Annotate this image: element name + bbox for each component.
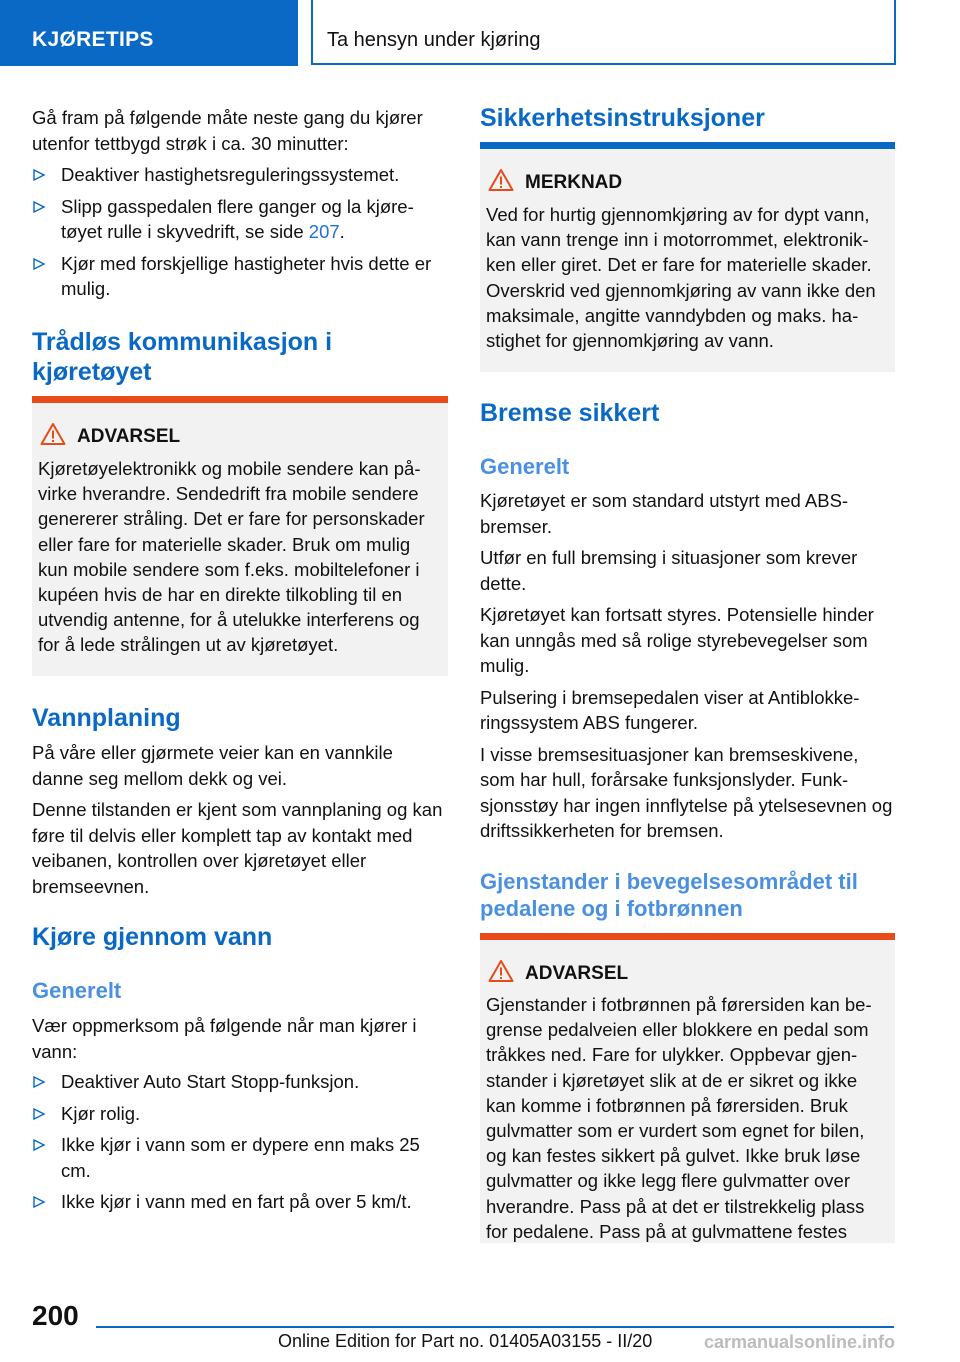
wireless-heading bbox=[32, 327, 448, 387]
list-item-text: Deaktiver Auto Start Stopp-funksjon. bbox=[61, 1071, 360, 1092]
list-item bbox=[32, 1101, 448, 1127]
aquaplaning-paragraph-2: Denne tilstanden er kjent som vannplaning og kan føre til delvis eller komplett tap av kontakt med veibanen, kontrollen over kjøretøyet eller bremseevnen. bbox=[32, 799, 443, 897]
brake-paragraph: Utfør en full bremsing i situasjoner som krever dette. bbox=[480, 547, 858, 594]
intro-paragraph: Gå fram på følgende måte neste gang du kjører utenfor tettbygd strøk i ca. 30 minutter: bbox=[32, 107, 423, 154]
safety-heading: Sikkerhetsinstruksjoner bbox=[480, 104, 765, 132]
brake-paragraph: Kjøretøyet er som standard utstyrt med ABS-bremser. bbox=[480, 490, 849, 537]
header-section-tab bbox=[0, 0, 298, 66]
notice-box bbox=[480, 142, 895, 372]
bullet-triangle-icon bbox=[32, 200, 46, 214]
list-item bbox=[32, 1189, 448, 1215]
list-item-text: Ikke kjør i vann med en fart på over 5 km/t. bbox=[61, 1191, 412, 1212]
list-item-text-end: . bbox=[339, 221, 345, 242]
warning-box-objects bbox=[480, 933, 895, 1243]
brake-paragraph: Pulsering i bremsepedalen viser at Antiblokke-ringssystem ABS fungerer. bbox=[480, 686, 860, 733]
steps-list-2 bbox=[32, 1069, 448, 1215]
water-subheading: Generelt bbox=[32, 978, 122, 1003]
warning-icon bbox=[488, 959, 514, 983]
list-item-text: Deaktiver hastighetsreguleringssystemet. bbox=[61, 164, 400, 185]
steps-list-1 bbox=[32, 162, 448, 302]
bullet-triangle-icon bbox=[32, 1195, 46, 1209]
aquaplaning-paragraph-1: På våre eller gjørmete veier kan en vannkile danne seg mellom dekk og vei. bbox=[32, 742, 393, 789]
warning-box-wireless bbox=[32, 396, 448, 676]
notice-bar bbox=[480, 142, 895, 149]
footer-divider bbox=[96, 1326, 894, 1328]
watermark: carmanualsonline.info bbox=[704, 1332, 896, 1352]
list-item-text: Kjør med forskjellige hastigheter hvis dette er mulig. bbox=[61, 252, 432, 299]
brake-paragraphs bbox=[480, 488, 895, 844]
brake-paragraph: I visse bremsesituasjoner kan bremseskivene, som har hull, forårsake funksjonslyder. Funk-sjonsstøy har ingen innflytelse på ytelsesevnen og driftssikkerheten for bremsen. bbox=[480, 743, 893, 841]
warning-text: Kjøretøyelektronikk og mobile sendere kan på-virke hverandre. Sendedrift fra mobile sendere genererer stråling. Det er fare for personskader eller fare for materielle skader. Bruk om mulig kun mobile sendere som f.eks. mobiltelefoner i kupéen hvis de har en direkte tilkobling til en utvendig antenne, for å utelukke interferens og for å lede strålingen ut av kjøretøyet. bbox=[38, 458, 425, 656]
page-number: 200 bbox=[32, 1300, 79, 1331]
brake-subheading: Generelt bbox=[480, 454, 570, 479]
bullet-triangle-icon bbox=[32, 168, 46, 182]
bullet-triangle-icon bbox=[32, 1075, 46, 1089]
wireless-heading-line2: kjøretøyet bbox=[32, 358, 152, 386]
list-item bbox=[32, 1132, 448, 1183]
list-item-text: Kjør rolig. bbox=[61, 1102, 141, 1124]
bullet-triangle-icon bbox=[32, 257, 46, 271]
warning-title: ADVARSEL bbox=[525, 963, 629, 984]
header-chapter-box bbox=[311, 0, 896, 65]
warning-title: ADVARSEL bbox=[77, 426, 181, 447]
objects-heading bbox=[480, 868, 895, 922]
list-item bbox=[32, 194, 448, 245]
warning-icon bbox=[488, 168, 514, 192]
bullet-triangle-icon bbox=[32, 1138, 46, 1152]
list-item bbox=[32, 162, 448, 188]
notice-text: Ved for hurtig gjennomkjøring av for dypt vann, kan vann trenge inn i motorrommet, elektronik-ken eller giret. Det er fare for materielle skader. Overskrid ved gjennomkjøring av vann ikke den maksimale, angitte vanndybden og maks. ha-stighet for gjennomkjøring av vann. bbox=[486, 204, 876, 352]
warning-bar bbox=[480, 933, 895, 940]
header-section-label: KJØRETIPS bbox=[32, 28, 154, 51]
brake-heading: Bremse sikkert bbox=[480, 399, 660, 427]
footer-edition: Online Edition for Part no. 01405A03155 - II/20 bbox=[278, 1331, 653, 1351]
list-item-text: Ikke kjør i vann som er dypere enn maks 25 cm. bbox=[61, 1134, 420, 1181]
warning-text: Gjenstander i fotbrønnen på førersiden kan be-grense pedalveien eller blokkere en pedal som tråkkes ned. Fare for ulykker. Oppbevar gjen-stander i kjøretøyet slik at de er sikret og ikke kan komme i fotbrønnen på førersiden. Bruk gulvmatter som er vurdert som egnet for bilen, og kan festes sikkert på gulvet. Ikke bruk løse gulvmatter og ikke legg flere gulvmatter over hverandre. Pass på at det er tilstrekkelig plass for pedalene. Pass på at gulvmattene festes bbox=[486, 994, 872, 1242]
warning-icon bbox=[40, 422, 66, 446]
aquaplaning-heading: Vannplaning bbox=[32, 704, 181, 732]
water-intro: Vær oppmerksom på følgende når man kjører i vann: bbox=[32, 1015, 417, 1062]
list-item-text: Slipp gasspedalen flere ganger og la kjøre-tøyet rulle i skyvedrift, se side bbox=[61, 195, 414, 242]
notice-title: MERKNAD bbox=[525, 172, 623, 193]
warning-bar bbox=[32, 396, 448, 403]
brake-paragraph: Kjøretøyet kan fortsatt styres. Potensielle hinder kan unngås med så rolige styrebevegelser som mulig. bbox=[480, 604, 874, 676]
objects-heading-line1: Gjenstander i bevegelsesområdet til bbox=[480, 869, 858, 894]
bullet-triangle-icon bbox=[32, 1107, 46, 1121]
header-chapter-label: Ta hensyn under kjøring bbox=[327, 29, 541, 51]
list-item bbox=[32, 1069, 448, 1095]
water-heading: Kjøre gjennom vann bbox=[32, 923, 273, 951]
list-item bbox=[32, 251, 448, 302]
objects-heading-line2: pedalene og i fotbrønnen bbox=[480, 896, 743, 921]
page-reference-link[interactable]: 207 bbox=[308, 221, 340, 242]
wireless-heading-line1: Trådløs kommunikasjon i bbox=[32, 328, 333, 356]
